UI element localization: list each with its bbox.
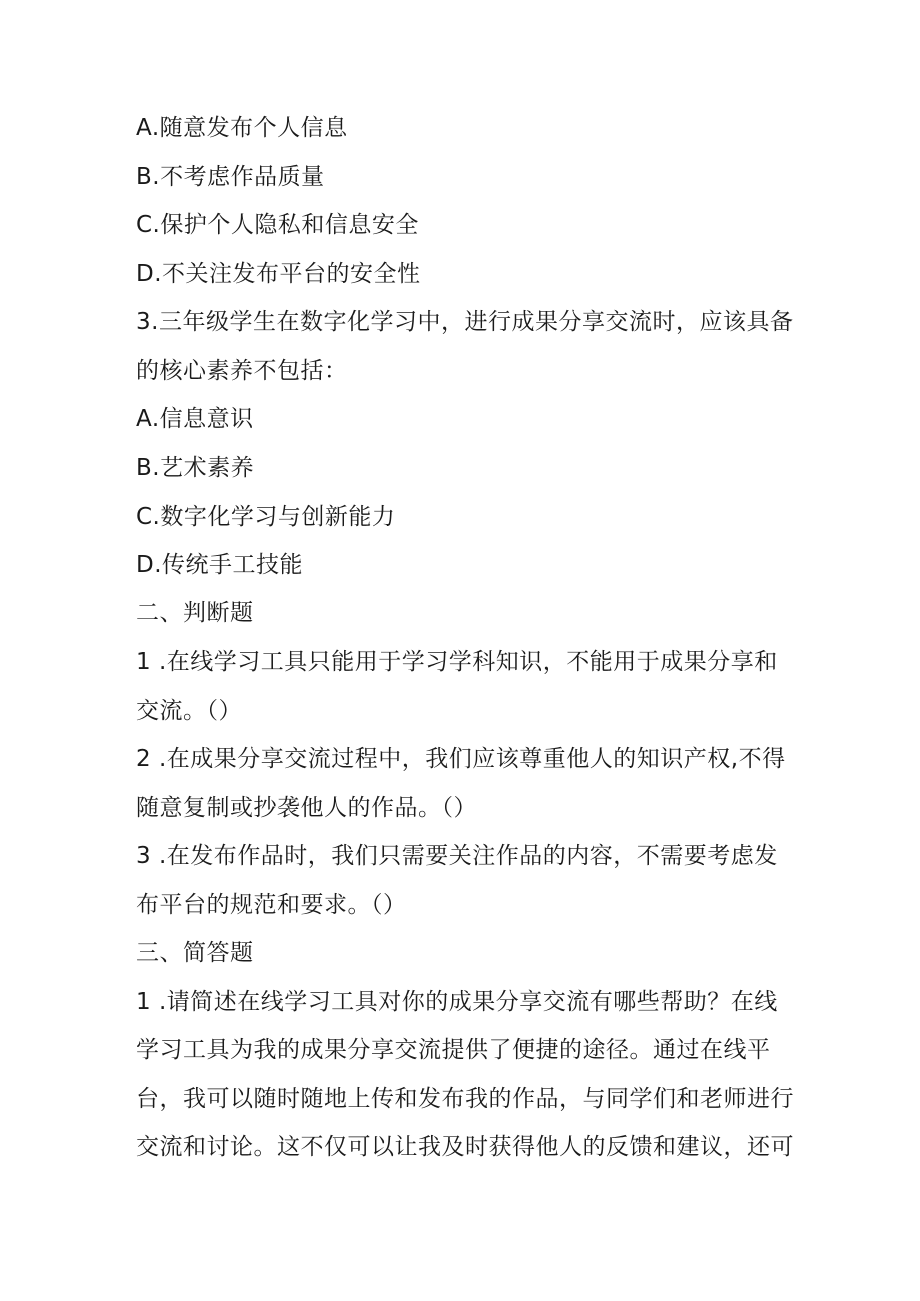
short-answer-1-line-2: 学习工具为我的成果分享交流提供了便捷的途径。通过在线平: [136, 1037, 771, 1063]
q2-option-d: D.不关注发布平台的安全性: [136, 261, 421, 287]
q3-option-c: C.数字化学习与创新能力: [136, 504, 396, 530]
q3-stem-line-2: 的核心素养不包括：: [136, 358, 348, 384]
section-heading-judgment: 二、判断题: [136, 600, 254, 626]
short-answer-1-line-3: 台，我可以随时随地上传和发布我的作品，与同学们和老师进行: [136, 1086, 794, 1112]
q3-option-a: A.信息意识: [136, 406, 254, 432]
judgment-2-line-1: 2 .在成果分享交流过程中，我们应该尊重他人的知识产权,不得: [136, 746, 786, 772]
section-heading-short-answer: 三、简答题: [136, 940, 254, 966]
judgment-3-line-1: 3 .在发布作品时，我们只需要关注作品的内容，不需要考虑发: [136, 843, 778, 869]
q3-option-b: B.艺术素养: [136, 455, 255, 481]
q3-option-d: D.传统手工技能: [136, 552, 304, 578]
judgment-2-line-2: 随意复制或抄袭他人的作品。（）: [136, 795, 477, 821]
judgment-3-line-2: 布平台的规范和要求。（）: [136, 892, 407, 918]
q3-stem-line-1: 3.三年级学生在数字化学习中，进行成果分享交流时，应该具备: [136, 309, 794, 335]
short-answer-1-line-4: 交流和讨论。这不仅可以让我及时获得他人的反馈和建议，还可: [136, 1134, 794, 1160]
short-answer-1-line-1: 1 .请简述在线学习工具对你的成果分享交流有哪些帮助？在线: [136, 989, 778, 1015]
judgment-1-line-2: 交流。（）: [136, 698, 242, 724]
judgment-1-line-1: 1 .在线学习工具只能用于学习学科知识，不能用于成果分享和: [136, 649, 778, 675]
q2-option-c: C.保护个人隐私和信息安全: [136, 212, 419, 238]
q2-option-a: A.随意发布个人信息: [136, 115, 348, 141]
q2-option-b: B.不考虑作品质量: [136, 164, 325, 190]
